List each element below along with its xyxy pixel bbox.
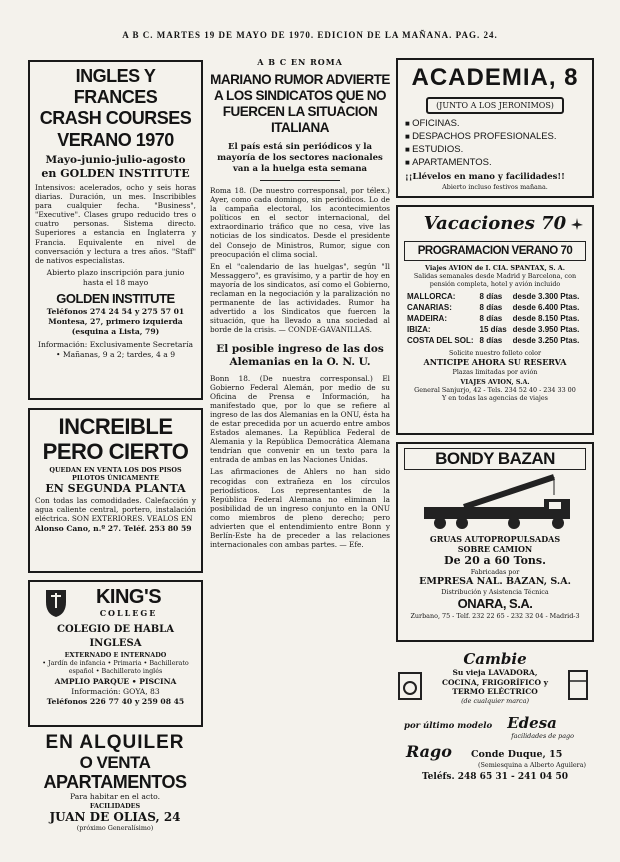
ad-line2: COCINA, FRIGORÍFICO y	[442, 677, 548, 687]
ad-note: Abierto incluso festivos mañana.	[442, 183, 548, 191]
ad-title: PERO CIERTO	[42, 439, 189, 464]
ad-maker: EMPRESA NAL. BAZAN, S.A.	[419, 576, 571, 587]
page-header: A B C. MARTES 19 DE MAYO DE 1970. EDICION DE LA MAÑANA. PAG. 24.	[122, 30, 498, 40]
ad-phones: Teléfonos 226 77 40 y 259 08 45	[46, 697, 185, 706]
divider	[260, 180, 340, 181]
ad-brand-2: Edesa	[507, 713, 557, 732]
price-row	[404, 291, 582, 302]
ad-address: Alonso Cano, n.º 27. Teléf. 253 80 59	[35, 524, 192, 534]
ad-levels: • Jardín de infancia • Primaria • Bachillerato español • Bachillerato inglés	[42, 659, 189, 675]
ad-line1: GRUAS AUTOPROPULSADAS	[429, 534, 561, 544]
ad-park: AMPLIO PARQUE • PISCINA	[54, 677, 177, 686]
price-price: desde 8.150 Ptas.	[512, 314, 580, 323]
ad-title: EN ALQUILER	[45, 732, 185, 753]
article-column	[210, 57, 390, 847]
price-dest: MALLORCA:	[407, 292, 456, 301]
ad-address: Zurbano, 75 - Telf. 232 22 65 - 232 32 04 - Madrid-3	[410, 612, 580, 620]
price-days: 8 días	[479, 336, 503, 345]
ad-floor: EN SEGUNDA PLANTA	[45, 482, 186, 495]
washing-machine-icon	[398, 672, 422, 700]
ad-phones: Teléfonos 274 24 54 y 275 57 01	[46, 306, 185, 316]
price-dest: IBIZA:	[407, 325, 431, 334]
ad-latest: por último modelo	[404, 720, 493, 731]
ad-alquiler	[24, 732, 206, 842]
ad-tons: De 20 a 60 Tons.	[444, 554, 546, 567]
ad-line2: SOBRE CAMION	[457, 544, 533, 554]
ad-kings-college	[28, 580, 203, 727]
ad-brand: Cambie	[463, 650, 527, 668]
ad-line1: Su vieja LAVADORA,	[452, 668, 538, 677]
list-item: ■ DESPACHOS PROFESIONALES.	[405, 130, 585, 143]
ad-near: (Semiesquina a Alberto Aguilera)	[478, 760, 586, 769]
ad-agency-2: VIAJES AVION, S.A.	[460, 378, 530, 386]
list-item: ■ OFICINAS.	[405, 117, 585, 130]
ad-name: GOLDEN INSTITUTE	[56, 290, 175, 306]
ad-increible	[28, 408, 203, 573]
ad-shop: Rago	[406, 741, 452, 761]
ad-address: JUAN DE OLIAS, 24	[49, 810, 181, 824]
airplane-icon	[570, 217, 584, 231]
price-dest: COSTA DEL SOL:	[407, 336, 474, 345]
ad-college: COLLEGE	[99, 608, 158, 618]
ad-brand: ONARA, S.A.	[457, 596, 533, 611]
ad-sub: (JUNTO A LOS JERONIMOS)	[426, 97, 564, 114]
ad-line3: TERMO ELÉCTRICO	[452, 687, 538, 696]
price-row	[404, 335, 582, 346]
price-table	[404, 291, 582, 346]
price-row	[404, 313, 582, 324]
ad-at: en GOLDEN INSTITUTE	[41, 167, 190, 180]
headline: MARIANO RUMOR ADVIERTE A LOS SINDICATOS QUE NO FUERCEN LA SITUACION ITALIANA	[210, 72, 390, 135]
ad-facilidades: FACILIDADES	[89, 802, 141, 810]
price-days: 15 días	[479, 325, 507, 334]
ad-folleto: Solicite nuestro folleto color	[448, 349, 541, 357]
ad-desc: Salidas semanales desde Madrid y Barcelona, con pensión completa, hotel y avión incluido	[413, 272, 577, 288]
ad-title: APARTAMENTOS	[43, 772, 187, 792]
article-paragraph: En el "calendario de las huelgas", según "Il Messaggero", es gravísimo, y a partir de hoy en mayoría de los sindicatos, así como el Gobierno, reclaman en la negociación y la paralización no permanente de las actividades. Rumor ha advertido a los Sindicatos que fuercen la situación, que ha llevado a una sociedad al borde de la crisis. — CONDE-GAVANILLAS.	[210, 261, 390, 335]
ad-logo: Vacaciones 70	[423, 213, 567, 234]
ad-bondy-bazan	[396, 442, 594, 642]
price-days: 8 días	[479, 314, 503, 323]
price-price: desde 3.950 Ptas.	[512, 325, 580, 334]
list-item: ■ APARTAMENTOS.	[405, 156, 585, 169]
price-price: desde 3.250 Ptas.	[512, 336, 580, 345]
ad-easy: facilidades de pago	[511, 731, 574, 740]
ad-line4: (de cualquier marca)	[461, 696, 529, 705]
price-row	[404, 324, 582, 335]
price-price: desde 3.300 Ptas.	[512, 292, 580, 301]
ad-vacaciones	[396, 205, 594, 435]
article-paragraph: Bonn 18. (De nuestra corresponsal.) El Gobierno Federal Alemán, por medio de su Oficina de Prensa e Información, ha manifestado que, por lo que se refiere al ingreso de las dos Alemanias en la ONU, ésta ha de estar precedida por un acuerdo entre ambos Estados alemanes. La República Federal de Alemania y la República Democrática Alemana tendrían que convenir en un texto para la entrada de ambas en las Naciones Unidas.	[210, 373, 390, 465]
crane-truck-image	[404, 473, 588, 531]
list-item: ■ ESTUDIOS.	[405, 143, 585, 156]
ad-name: KING'S	[95, 586, 162, 608]
ad-title: CRASH COURSES	[39, 108, 192, 128]
price-dest: MADEIRA:	[407, 314, 447, 323]
ad-title: COLEGIO DE HABLA INGLESA	[57, 624, 174, 649]
ad-academia	[396, 58, 594, 198]
ad-title: O VENTA	[79, 753, 151, 772]
ad-address: General Sanjurjo, 42 - Tels. 234 52 40 - 234 33 00	[414, 386, 576, 394]
ad-body: Intensivos: acelerados, ocho y seis horas diarias. Duración, un mes. Inscribibles para cualquier fecha. "Business", "Executive". Clases grupo reducido tres o cuatro personas. Sistema directo. Superiores a estancia en Inglaterra y Francia. Equivalente en nivel de conversación y lectura a tres años. "Staff" de nativos especialistas.	[35, 183, 196, 265]
ad-address: Montesa, 27, primero izquierda (esquina a Lista, 79)	[48, 316, 183, 336]
refrigerator-icon	[568, 670, 588, 700]
ad-boarding: EXTERNADO E INTERNADO	[64, 651, 167, 659]
ad-phone: Teléfs. 248 65 31 - 241 04 50	[422, 771, 568, 782]
ad-sub: QUEDAN EN VENTA LOS DOS PISOS PILOTOS ÚNICAMENTE	[49, 466, 182, 482]
price-days: 8 días	[479, 292, 503, 301]
price-dest: CANARIAS:	[407, 303, 452, 312]
ad-months: Mayo-junio-julio-agosto	[45, 154, 186, 166]
ad-title: INGLES Y FRANCES	[73, 66, 158, 107]
section-label: A B C EN ROMA	[257, 57, 343, 67]
ad-address-2: Y en todas las agencias de viajes	[442, 394, 548, 402]
ad-title: ACADEMIA, 8	[411, 64, 579, 91]
ad-dist: Distribución y Asistencia Técnica	[441, 588, 549, 596]
ad-tagline: ¡¡Llévelos en mano y facilidades!!	[405, 172, 565, 182]
ad-cambie	[396, 650, 594, 840]
ad-reserve: ANTICIPE AHORA SU RESERVA	[423, 357, 567, 367]
ad-near: (próximo Generalísimo)	[76, 824, 154, 832]
article-paragraph: Roma 18. (De nuestro corresponsal, por télex.) Ayer, como cada domingo, sin periódicos. Lo de la campaña electoral, los acontecimientos políticos en el sector internacional, del extraordinario tráfico que no cesa, vive las noticias de los sindicatos. Desde el presidente del Consejo de Ministros, Rumor, sigue con preocupación el clima social.	[210, 186, 390, 259]
price-row	[404, 302, 582, 313]
ad-golden-institute	[28, 60, 203, 400]
subheadline: El país está sin periódicos y la mayoría de los sectores nacionales van a la huelga esta semana	[217, 142, 383, 174]
price-price: desde 6.400 Ptas.	[512, 303, 580, 312]
ad-open: Abierto plazo inscripción para junio hasta el 18 mayo	[46, 267, 185, 287]
price-days: 8 días	[479, 303, 503, 312]
crest-icon	[44, 588, 68, 618]
ad-plazas: Plazas limitadas por avión	[452, 368, 538, 376]
ad-info: Información: Exclusivamente Secretaría • Mañanas, 9 a 2; tardes, 4 a 9	[37, 339, 194, 359]
ad-title: PROGRAMACION VERANO 70	[417, 245, 573, 257]
ad-info: Información: GOYA, 83	[71, 687, 160, 696]
ad-title: INCREIBLE	[58, 414, 173, 439]
ad-sub: Para habitar en el acto.	[69, 792, 161, 801]
ad-address: Conde Duque, 15	[470, 748, 563, 760]
headline-2: El posible ingreso de las dos Alemanias en la O. N. U.	[216, 342, 384, 368]
ad-title: VERANO 1970	[57, 130, 174, 150]
ad-agency: Viajes AVION de I. CIA. SPANTAX, S. A.	[425, 264, 565, 272]
ad-fab: Fabricadas por	[470, 568, 520, 576]
article-paragraph: Las afirmaciones de Ahlers no han sido recogidas con extrañeza en los círculos periodísticos. Los representantes de la República Federal Alemana no eliminan la posibilidad de un ingreso conjunto en la ONU como miembros de pleno derecho; pero advierten que el entendimiento entre Bonn y Berlín-Este ha de preceder a las relaciones internacionales con ambas partes. — Efe.	[210, 467, 390, 550]
ad-title: BONDY BAZAN	[404, 448, 586, 470]
ad-body: Con todas las comodidades. Calefacción y agua caliente central, portero, instalación eléctrica. SON EXTERIORES. VEALOS EN	[35, 496, 196, 524]
